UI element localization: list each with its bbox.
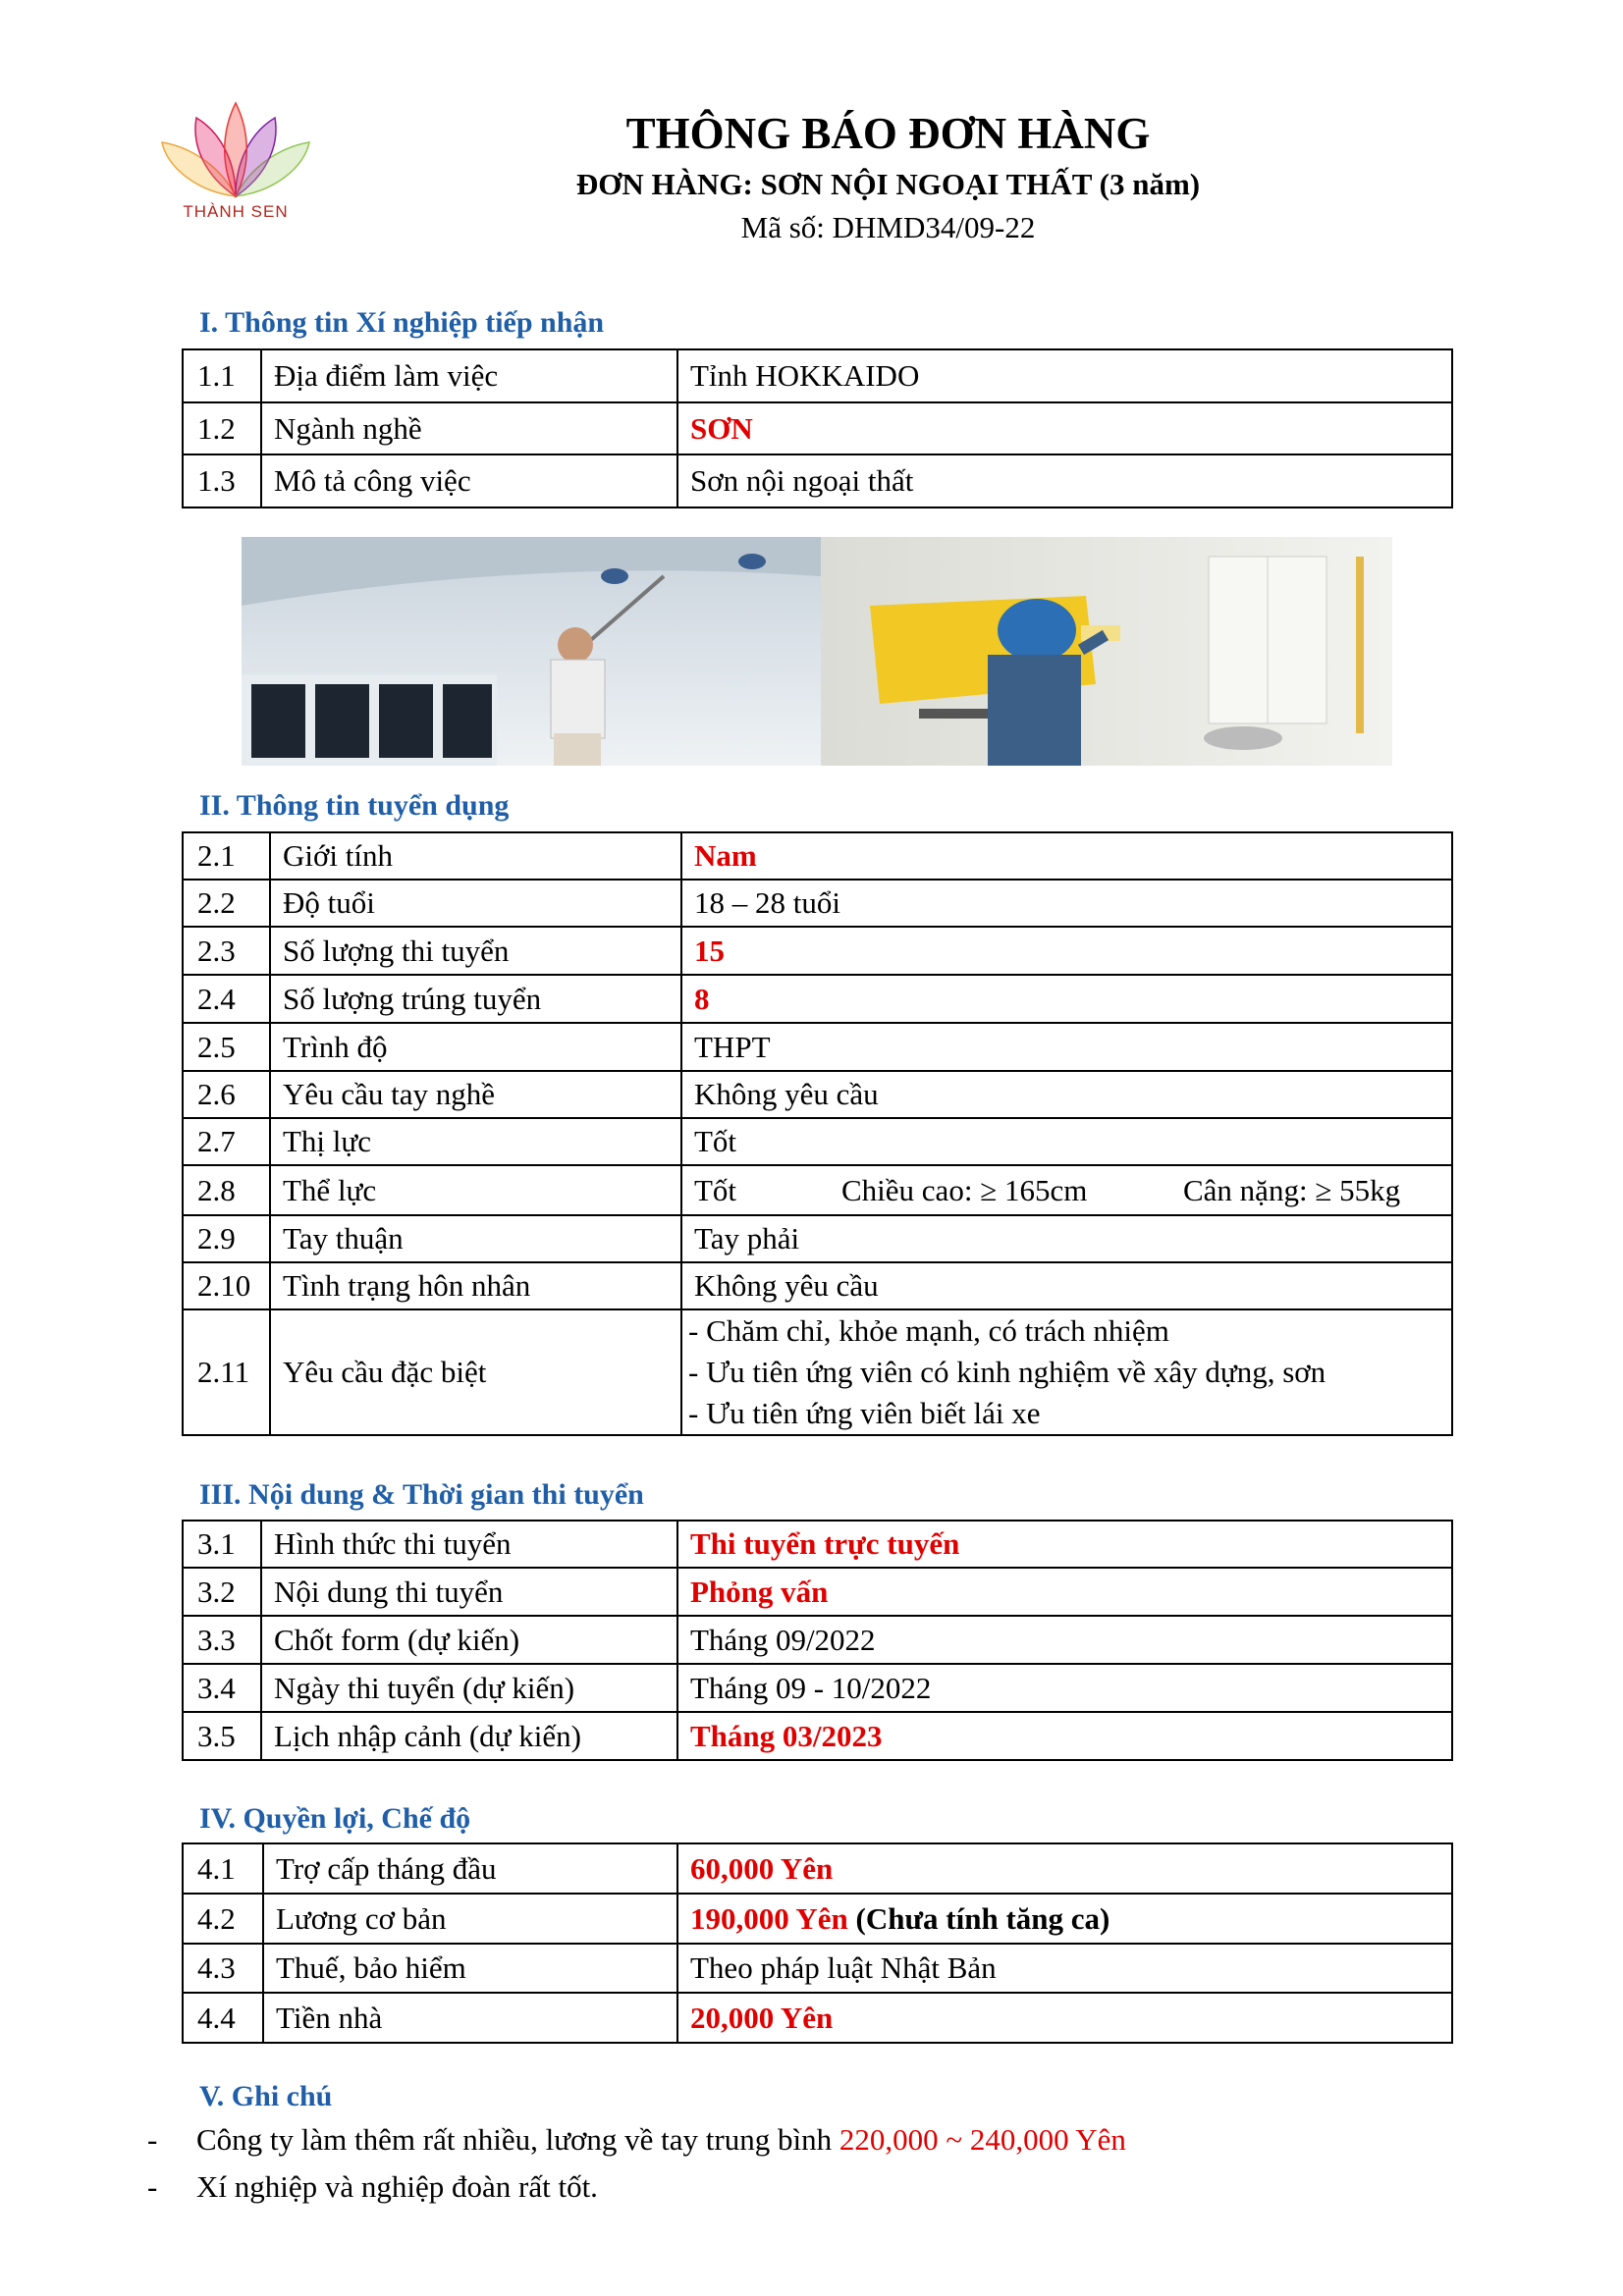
row-value: Không yêu cầu xyxy=(681,1262,1452,1309)
table-row xyxy=(183,1023,1452,1071)
row-label: Hình thức thi tuyển xyxy=(261,1521,677,1568)
row-label: Yêu cầu đặc biệt xyxy=(270,1309,681,1435)
row-value: Sơn nội ngoại thất xyxy=(677,454,1452,507)
row-label: Độ tuổi xyxy=(270,880,681,927)
table-row xyxy=(183,1165,1452,1215)
row-value: Phỏng vấn xyxy=(677,1568,1452,1616)
table-row xyxy=(183,1843,1452,1894)
row-value: Tỉnh HOKKAIDO xyxy=(677,349,1452,402)
table-row xyxy=(183,454,1452,507)
section-4-table xyxy=(182,1842,1453,2044)
physique-value: Tốt xyxy=(694,1172,737,1207)
row-number: 4.2 xyxy=(183,1894,263,1944)
row-value: Tốt xyxy=(681,1118,1452,1165)
row-number: 2.1 xyxy=(183,832,270,880)
row-number: 4.4 xyxy=(183,1993,263,2043)
note-item xyxy=(147,2169,598,2205)
row-number: 2.2 xyxy=(183,880,270,927)
row-label: Lịch nhập cảnh (dự kiến) xyxy=(261,1712,677,1760)
row-label: Ngày thi tuyển (dự kiến) xyxy=(261,1664,677,1712)
row-value: 15 xyxy=(681,927,1452,975)
table-row xyxy=(183,1309,1452,1435)
row-value: 60,000 Yên xyxy=(677,1843,1452,1894)
height-requirement: Chiều cao: ≥ 165cm xyxy=(841,1172,1088,1207)
table-row xyxy=(183,1664,1452,1712)
row-number: 3.1 xyxy=(183,1521,261,1568)
row-number: 2.3 xyxy=(183,927,270,975)
note-item xyxy=(147,2122,1126,2158)
photo-ceiling-painter xyxy=(242,537,821,766)
row-value: Nam xyxy=(681,832,1452,880)
table-row xyxy=(183,975,1452,1023)
table-row xyxy=(183,1616,1452,1664)
table-row xyxy=(183,402,1452,454)
section-2-title: II. Thông tin tuyển dụng xyxy=(199,789,510,822)
row-value: THPT xyxy=(681,1023,1452,1071)
row-number: 4.1 xyxy=(183,1843,263,1894)
row-label: Yêu cầu tay nghề xyxy=(270,1071,681,1118)
bullet-dash: - xyxy=(147,2169,158,2204)
requirement-line: - Ưu tiên ứng viên biết lái xe xyxy=(688,1396,1041,1430)
row-number: 3.3 xyxy=(183,1616,261,1664)
row-label: Thuế, bảo hiểm xyxy=(263,1944,677,1993)
row-label: Ngành nghề xyxy=(261,402,677,454)
row-value: Tháng 09/2022 xyxy=(677,1616,1452,1664)
row-label: Nội dung thi tuyển xyxy=(261,1568,677,1616)
salary-note: (Chưa tính tăng ca) xyxy=(847,1900,1110,1936)
document-title: THÔNG BÁO ĐƠN HÀNG xyxy=(625,109,1151,158)
row-label: Thị lực xyxy=(270,1118,681,1165)
table-row xyxy=(183,1118,1452,1165)
row-number: 2.10 xyxy=(183,1262,270,1309)
row-label: Giới tính xyxy=(270,832,681,880)
row-label: Lương cơ bản xyxy=(263,1894,677,1944)
order-code: Mã số: DHMD34/09-22 xyxy=(740,210,1036,244)
row-value xyxy=(681,1165,1452,1215)
row-number: 2.11 xyxy=(183,1309,270,1435)
row-number: 1.3 xyxy=(183,454,261,507)
photo-wall-painter xyxy=(821,537,1392,766)
row-value xyxy=(681,1309,1452,1435)
row-value: 20,000 Yên xyxy=(677,1993,1452,2043)
row-value: Tháng 03/2023 xyxy=(677,1712,1452,1760)
table-row xyxy=(183,1944,1452,1993)
table-row xyxy=(183,349,1452,402)
section-5-title: V. Ghi chú xyxy=(199,2080,333,2112)
row-number: 3.5 xyxy=(183,1712,261,1760)
row-number: 2.7 xyxy=(183,1118,270,1165)
row-value: Theo pháp luật Nhật Bản xyxy=(677,1944,1452,1993)
row-number: 3.4 xyxy=(183,1664,261,1712)
row-value: Thi tuyển trực tuyến xyxy=(677,1521,1452,1568)
row-number: 4.3 xyxy=(183,1944,263,1993)
row-label: Số lượng thi tuyển xyxy=(270,927,681,975)
row-value xyxy=(677,1894,1452,1944)
row-label: Trình độ xyxy=(270,1023,681,1071)
weight-requirement: Cân nặng: ≥ 55kg xyxy=(1183,1172,1401,1207)
row-value: Không yêu cầu xyxy=(681,1071,1452,1118)
salary-range: 220,000 ~ 240,000 Yên xyxy=(839,2122,1126,2157)
row-label: Trợ cấp tháng đầu xyxy=(263,1843,677,1894)
bullet-dash: - xyxy=(147,2122,158,2157)
section-3-title: III. Nội dung & Thời gian thi tuyển xyxy=(199,1478,644,1511)
requirement-line: - Chăm chỉ, khỏe mạnh, có trách nhiệm xyxy=(688,1313,1169,1348)
table-row xyxy=(183,1521,1452,1568)
section-1-table xyxy=(182,348,1453,508)
row-label: Thể lực xyxy=(270,1165,681,1215)
section-3-table xyxy=(182,1520,1453,1761)
row-value: Tháng 09 - 10/2022 xyxy=(677,1664,1452,1712)
row-number: 2.8 xyxy=(183,1165,270,1215)
row-label: Tiền nhà xyxy=(263,1993,677,2043)
painting-photos xyxy=(242,537,1392,766)
document-subtitle: ĐƠN HÀNG: SƠN NỘI NGOẠI THẤT (3 năm) xyxy=(575,167,1201,201)
table-row xyxy=(183,927,1452,975)
row-label: Địa điểm làm việc xyxy=(261,349,677,402)
table-row xyxy=(183,1215,1452,1262)
row-number: 2.5 xyxy=(183,1023,270,1071)
table-row xyxy=(183,1071,1452,1118)
row-number: 3.2 xyxy=(183,1568,261,1616)
table-row xyxy=(183,832,1452,880)
section-4-title: IV. Quyền lợi, Chế độ xyxy=(199,1802,471,1835)
row-number: 2.6 xyxy=(183,1071,270,1118)
row-label: Tay thuận xyxy=(270,1215,681,1262)
row-label: Tình trạng hôn nhân xyxy=(270,1262,681,1309)
row-number: 1.1 xyxy=(183,349,261,402)
row-label: Số lượng trúng tuyển xyxy=(270,975,681,1023)
row-value: 8 xyxy=(681,975,1452,1023)
table-row xyxy=(183,1894,1452,1944)
row-number: 2.9 xyxy=(183,1215,270,1262)
row-value: 18 – 28 tuổi xyxy=(681,880,1452,927)
table-row xyxy=(183,1568,1452,1616)
note-text: Công ty làm thêm rất nhiều, lương về tay trung bình xyxy=(196,2122,839,2157)
note-text: Xí nghiệp và nghiệp đoàn rất tốt. xyxy=(196,2169,598,2204)
logo-text: THÀNH SEN xyxy=(183,202,289,221)
row-value: Tay phải xyxy=(681,1215,1452,1262)
table-row xyxy=(183,880,1452,927)
section-2-table xyxy=(182,831,1453,1436)
requirement-line: - Ưu tiên ứng viên có kinh nghiệm về xây dựng, sơn xyxy=(688,1355,1326,1389)
row-number: 1.2 xyxy=(183,402,261,454)
row-label: Chốt form (dự kiến) xyxy=(261,1616,677,1664)
row-value: SƠN xyxy=(677,402,1452,454)
row-number: 2.4 xyxy=(183,975,270,1023)
table-row xyxy=(183,1712,1452,1760)
salary-value: 190,000 Yên xyxy=(690,1900,848,1936)
table-row xyxy=(183,1993,1452,2043)
table-row xyxy=(183,1262,1452,1309)
row-label: Mô tả công việc xyxy=(261,454,677,507)
section-1-title: I. Thông tin Xí nghiệp tiếp nhận xyxy=(199,306,605,339)
